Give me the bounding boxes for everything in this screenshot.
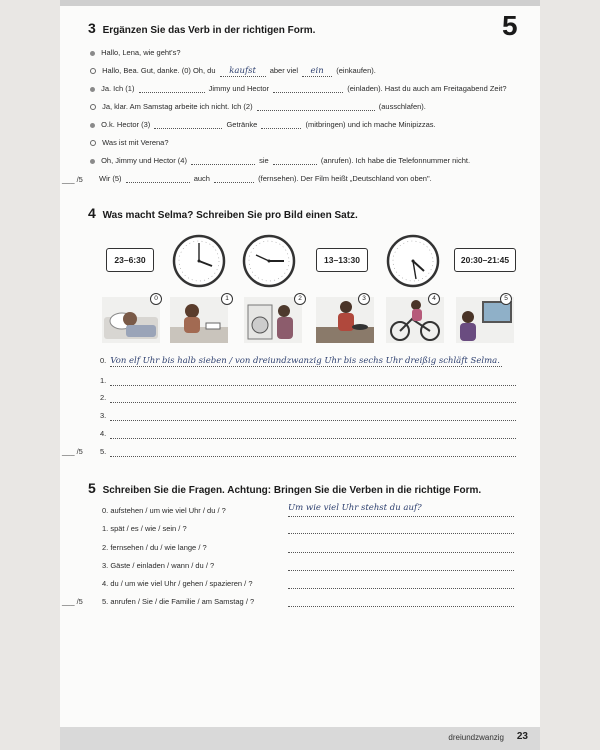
line-text: Hallo, Bea. Gut, danke. (0) Oh, du (102, 66, 216, 75)
task4-write-line[interactable] (100, 447, 106, 456)
task5-question: 5. anrufen / Sie / die Familie / am Samstag / ? (102, 597, 255, 606)
picture-laundry (244, 297, 302, 343)
answer-blank[interactable] (126, 174, 190, 183)
answer-blank[interactable] (154, 120, 222, 129)
line-text: (einkaufen). (336, 66, 376, 75)
task3-score: ___ /5 (62, 175, 83, 184)
bullet-filled-icon (90, 159, 95, 164)
page-footer (60, 727, 540, 750)
line-text: Wir (5) (99, 174, 122, 183)
handwritten-answer: Um wie viel Uhr stehst du auf? (288, 503, 514, 517)
top-edge (60, 0, 540, 6)
task5-question: 0. aufstehen / um wie viel Uhr / du / ? (102, 506, 226, 515)
handwritten-answer: Von elf Uhr bis halb sieben / von dreiundzwanzig Uhr bis sechs Uhr dreißig schläft Selma. (110, 356, 502, 367)
picture-number: 2 (294, 293, 306, 305)
line-text: (einladen). Hast du auch am Freitagabend Zeit? (347, 84, 507, 93)
line-number: 4. (100, 429, 107, 438)
picture-number: 5 (500, 293, 512, 305)
line-text: (ausschlafen). (378, 102, 426, 111)
line-number: 3. (100, 411, 107, 420)
task3-line-3 (90, 102, 426, 111)
time-range-box: 23–6:30 (106, 248, 154, 272)
bullet-filled-icon (90, 123, 95, 128)
task4-example-line (100, 356, 502, 367)
task3-line-2 (90, 84, 507, 93)
task5-answer-line[interactable] (288, 559, 514, 571)
task5-answer-line[interactable] (288, 541, 514, 553)
picture-breakfast (170, 297, 228, 343)
line-text: Hallo, Lena, wie geht's? (101, 48, 181, 57)
line-text: O.k. Hector (3) (101, 120, 151, 129)
answer-blank[interactable] (273, 84, 343, 93)
bullet-empty-icon (90, 104, 96, 110)
answer-blank[interactable] (139, 84, 205, 93)
unit-number: 5 (502, 10, 518, 41)
line-text: (fernsehen). Der Film heißt „Deutschland von oben". (258, 174, 432, 183)
task4-write-line[interactable] (100, 376, 106, 385)
task4-heading (88, 205, 358, 221)
task4-number: 4 (88, 205, 96, 221)
task3-line-1 (90, 66, 376, 77)
time-range-box: 13–13:30 (316, 248, 368, 272)
line-text: Jimmy und Hector (208, 84, 270, 93)
answer-blank[interactable] (273, 156, 317, 165)
line-text: (anrufen). Ich habe die Telefonnummer nicht. (320, 156, 471, 165)
picture-number: 3 (358, 293, 370, 305)
task4-score: ___ /5 (62, 447, 83, 456)
task3-line-4 (90, 120, 436, 129)
bullet-filled-icon (90, 87, 95, 92)
line-text: sie (259, 156, 269, 165)
task5-heading (88, 480, 481, 496)
task3-line-7 (99, 174, 432, 183)
line-text: (mitbringen) und ich mache Minipizzas. (305, 120, 436, 129)
clock-icon (242, 234, 296, 288)
answer-blank[interactable] (191, 156, 255, 165)
task5-title: Schreiben Sie die Fragen. Achtung: Bringen Sie die Verben in die richtige Form. (102, 485, 482, 496)
line-number: 2. (100, 393, 107, 402)
bullet-empty-icon (90, 68, 96, 74)
task5-score: ___ /5 (62, 597, 83, 606)
footer-page-number: 23 (516, 731, 528, 742)
clock-icon (172, 234, 226, 288)
line-number: 5. (100, 447, 107, 456)
task4-title: Was macht Selma? Schreiben Sie pro Bild einen Satz. (102, 210, 358, 221)
footer-page-word: dreiundzwanzig (448, 733, 504, 742)
bullet-empty-icon (90, 140, 96, 146)
task5-question: 3. Gäste / einladen / wann / du / ? (102, 561, 215, 570)
task3-title: Ergänzen Sie das Verb in der richtigen Form. (102, 25, 316, 36)
task3-line-0 (90, 48, 181, 57)
line-text: Oh, Jimmy und Hector (4) (101, 156, 187, 165)
task5-answer-line[interactable] (288, 595, 514, 607)
task3-line-6 (90, 156, 470, 165)
task5-answer-line[interactable] (288, 522, 514, 534)
answer-blank[interactable] (214, 174, 254, 183)
answer-blank[interactable] (257, 102, 375, 111)
line-text: auch (193, 174, 210, 183)
picture-sleeping (102, 297, 160, 343)
picture-number: 0 (150, 293, 162, 305)
handwritten-answer: kaufst (220, 66, 266, 77)
picture-number: 1 (221, 293, 233, 305)
task3-heading (88, 20, 315, 36)
task4-write-line[interactable] (100, 411, 106, 420)
line-text: Ja. Ich (1) (101, 84, 135, 93)
line-text: aber viel (269, 66, 299, 75)
line-text: Ja, klar. Am Samstag arbeite ich nicht. Ich (2) (102, 102, 253, 111)
task5-number: 5 (88, 480, 96, 496)
line-number: 1. (100, 376, 107, 385)
handwritten-answer: ein (302, 66, 332, 77)
task4-write-line[interactable] (100, 429, 106, 438)
task5-question: 4. du / um wie viel Uhr / gehen / spazieren / ? (102, 579, 253, 588)
line-text: Getränke (226, 120, 258, 129)
picture-number: 4 (428, 293, 440, 305)
task4-write-line[interactable] (100, 393, 106, 402)
line-text: Was ist mit Verena? (102, 138, 169, 147)
task5-question: 1. spät / es / wie / sein / ? (102, 524, 187, 533)
clock-icon (386, 234, 440, 288)
task3-number: 3 (88, 20, 96, 36)
task3-line-5 (90, 138, 169, 147)
time-range-box: 20:30–21:45 (454, 248, 516, 272)
task5-question: 2. fernsehen / du / wie lange / ? (102, 543, 207, 552)
line-number: 0. (100, 356, 107, 365)
bullet-filled-icon (90, 51, 95, 56)
task5-answer-line[interactable] (288, 577, 514, 589)
answer-blank[interactable] (261, 120, 301, 129)
